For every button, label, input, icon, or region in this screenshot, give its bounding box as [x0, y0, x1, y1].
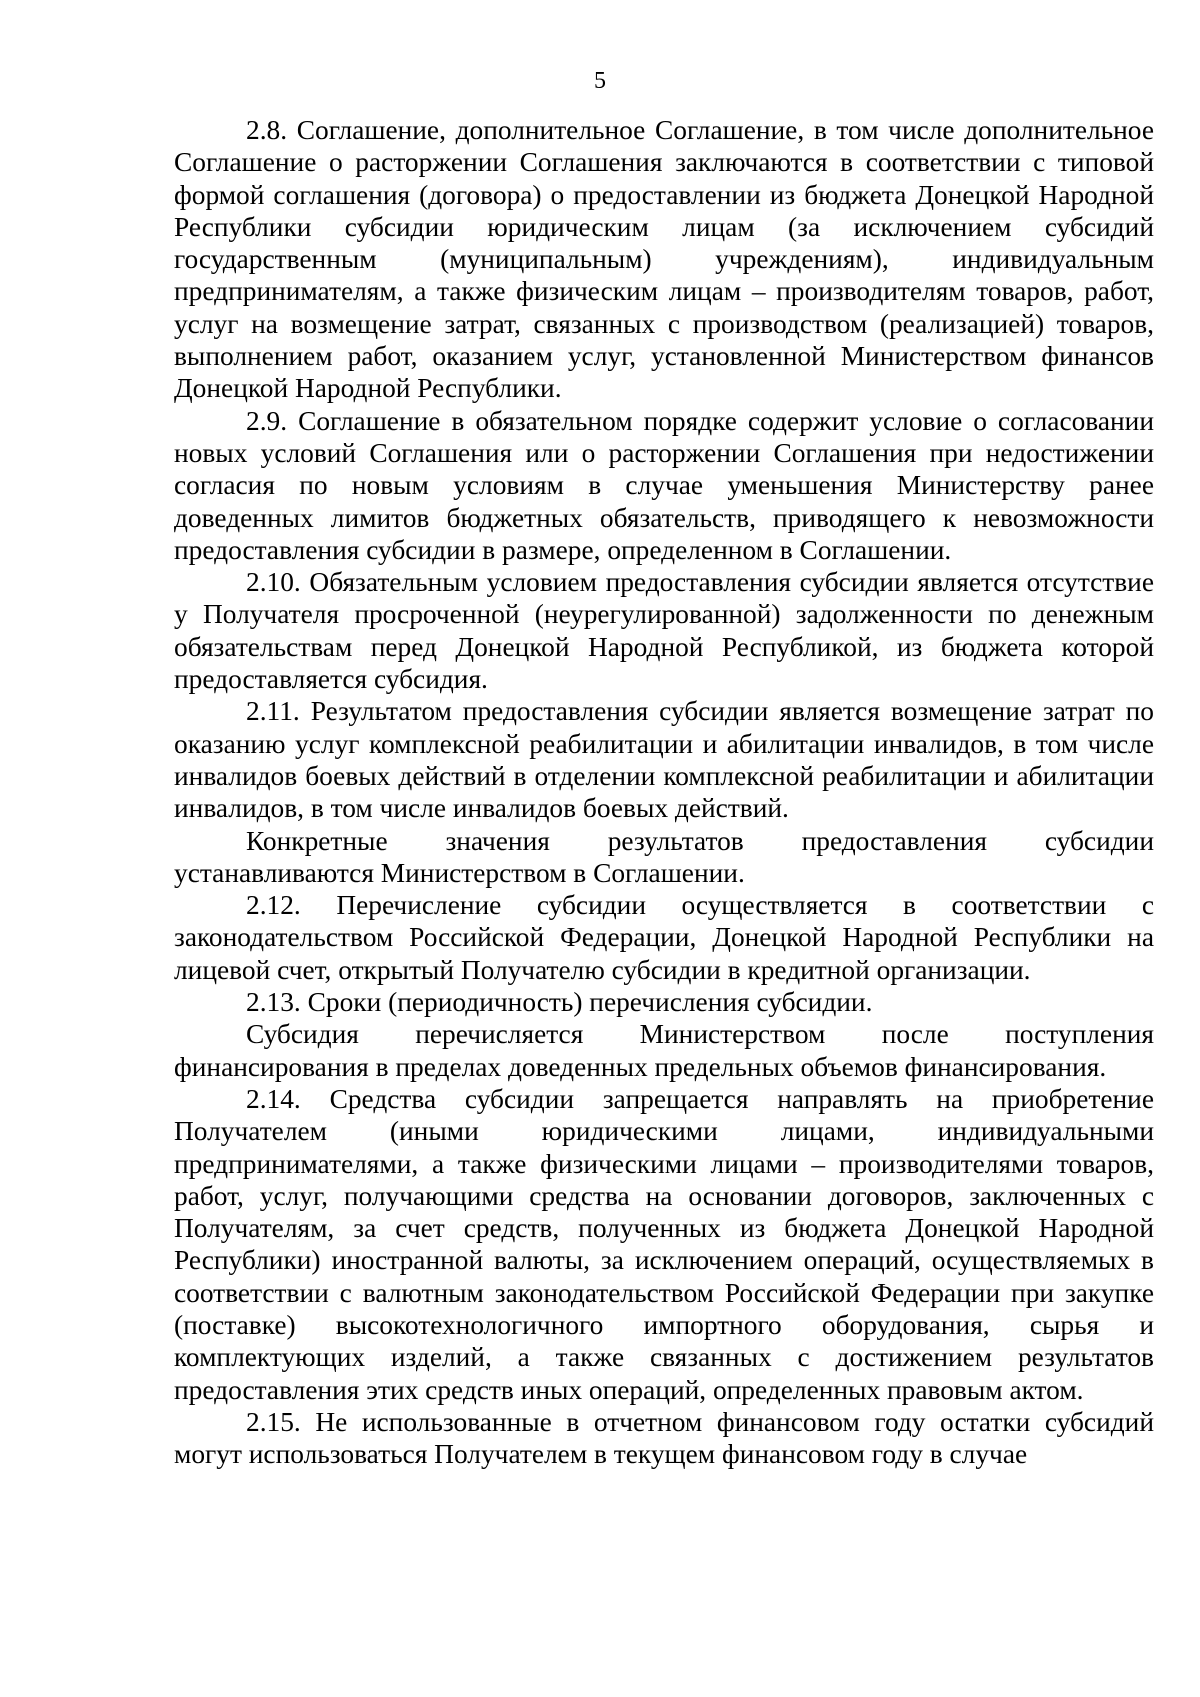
- paragraph-2-8: 2.8. Соглашение, дополнительное Соглашение, в том числе дополнительное Соглашение о расторжении Соглашения заключаются в соответствии с типовой формой соглашения (договора) о предоставлении из бюджета Донецкой Народной Республики субсидии юридическим лицам (за исключением субсидий государственным (муниципальным) учреждениям), индивидуальным предпринимателям, а также физическим лицам – производителям товаров, работ, услуг на возмещение затрат, связанных с производством (реализацией) товаров, выполнением работ, оказанием услуг, установленной Министерством финансов Донецкой Народной Республики.: [174, 115, 1154, 404]
- paragraph-2-15: 2.15. Не использованные в отчетном финансовом году остатки субсидий могут использоваться Получателем в текущем финансовом году в случае: [174, 1406, 1154, 1470]
- paragraph-2-11: 2.11. Результатом предоставления субсидии является возмещение затрат по оказанию услуг комплексной реабилитации и абилитации инвалидов, в том числе инвалидов боевых действий в отделении комплексной реабилитации и абилитации инвалидов, в том числе инвалидов боевых действий.: [174, 696, 1154, 824]
- paragraph-2-10: 2.10. Обязательным условием предоставления субсидии является отсутствие у Получателя просроченной (неурегулированной) задолженности по денежным обязательствам перед Донецкой Народной Республикой, из бюджета которой предоставляется субсидия.: [174, 567, 1154, 695]
- paragraph-2-9: 2.9. Соглашение в обязательном порядке содержит условие о согласовании новых условий Соглашения или о расторжении Соглашения при недостижении согласия по новым условиям в случае уменьшения Министерству ранее доведенных лимитов бюджетных обязательств, приводящего к невозможности предоставления субсидии в размере, определенном в Соглашении.: [174, 405, 1154, 565]
- paragraph-2-11-result-values: Конкретные значения результатов предоставления субсидии устанавливаются Министерством в Соглашении.: [174, 825, 1154, 888]
- paragraph-2-12: 2.12. Перечисление субсидии осуществляется в соответствии с законодательством Российской Федерации, Донецкой Народной Республики на лицевой счет, открытый Получателю субсидии в кредитной организации.: [174, 890, 1154, 985]
- document-body: [174, 114, 1154, 1470]
- page-number: 5: [594, 68, 606, 94]
- paragraph-2-13: 2.13. Сроки (периодичность) перечисления субсидии.: [246, 987, 873, 1018]
- paragraph-2-13-transfer: Субсидия перечисляется Министерством после поступления финансирования в пределах доведенных предельных объемов финансирования.: [174, 1019, 1154, 1082]
- paragraph-2-14: 2.14. Средства субсидии запрещается направлять на приобретение Получателем (иными юридическими лицами, индивидуальными предпринимателями, а также физическими лицами – производителями товаров, работ, услуг, получающими средства на основании договоров, заключенных с Получателям, за счет средств, полученных из бюджета Донецкой Народной Республики) иностранной валюты, за исключением операций, осуществляемых в соответствии с валютным законодательством Российской Федерации при закупке (поставке) высокотехнологичного импортного оборудования, сырья и комплектующих изделий, а также связанных с достижением результатов предоставления этих средств иных операций, определенных правовым актом.: [174, 1083, 1154, 1405]
